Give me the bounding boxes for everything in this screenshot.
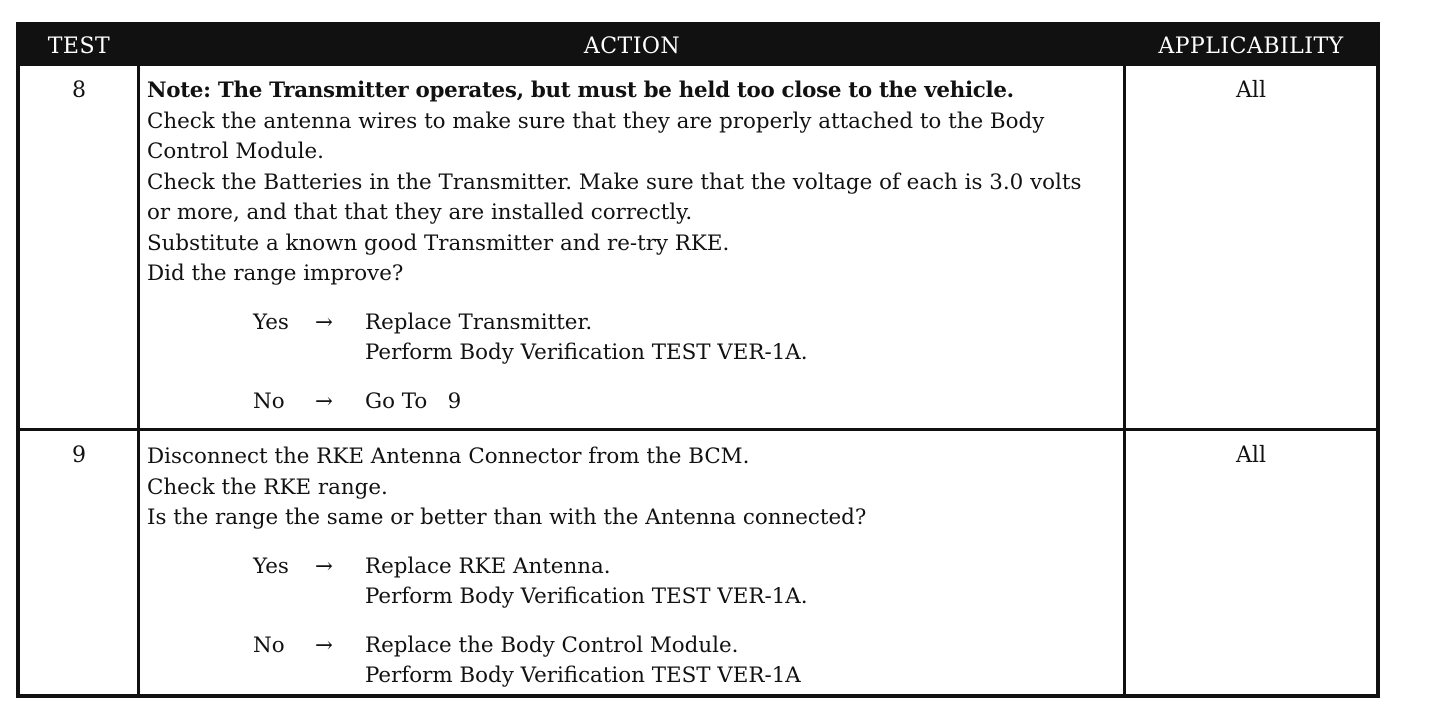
no-result: Replace the Body Control Module. [365,632,739,658]
action-line: Did the range improve? [147,261,404,286]
yes-answer [253,552,1122,613]
no-label: No [253,388,285,414]
right-arrow-icon: → [315,632,333,658]
test-number: 8 [72,78,86,103]
yes-result: Replace Transmitter. [365,309,593,335]
action-cell [147,442,1122,692]
yes-result: Perform Body Verification TEST VER-1A. [365,340,808,365]
yes-label: Yes [253,553,289,579]
table-header [20,26,1376,66]
right-arrow-icon: → [315,553,333,579]
header-test: TEST [47,33,111,59]
applicability-value: All [1236,78,1266,103]
diagnostic-table [16,22,1380,698]
action-cell [147,76,1122,417]
right-arrow-icon: → [315,309,333,335]
action-line: Check the antenna wires to make sure that they are properly attached to the Body [147,108,1045,134]
no-result: Perform Body Verification TEST VER-1A [365,663,801,688]
action-line: Disconnect the RKE Antenna Connector from the BCM. [147,444,750,469]
action-line: Check the Batteries in the Transmitter. Make sure that the voltage of each is 3.0 volts [147,169,1082,195]
table-row [20,428,1376,698]
no-answer [253,387,1122,418]
no-result: Go To 9 [365,388,462,414]
no-label: No [253,632,285,658]
yes-label: Yes [253,309,289,335]
action-line: Substitute a known good Transmitter and re-try RKE. [147,230,730,256]
right-arrow-icon: → [315,388,333,414]
header-action: ACTION [583,33,681,59]
no-answer [253,631,1122,692]
table-row [20,66,1376,428]
action-line: Check the RKE range. [147,474,388,500]
action-line: Is the range the same or better than with the Antenna connected? [147,505,867,530]
test-number: 9 [72,443,86,468]
applicability-value: All [1236,443,1266,468]
action-line: or more, and that that they are installed correctly. [147,200,693,225]
note-text: Note: The Transmitter operates, but must be held too close to the vehicle. [147,78,1014,103]
yes-answer [253,308,1122,369]
action-line: Control Module. [147,139,324,164]
yes-result: Replace RKE Antenna. [365,553,611,579]
yes-result: Perform Body Verification TEST VER-1A. [365,584,808,609]
header-applicability: APPLICABILITY [1158,33,1344,59]
